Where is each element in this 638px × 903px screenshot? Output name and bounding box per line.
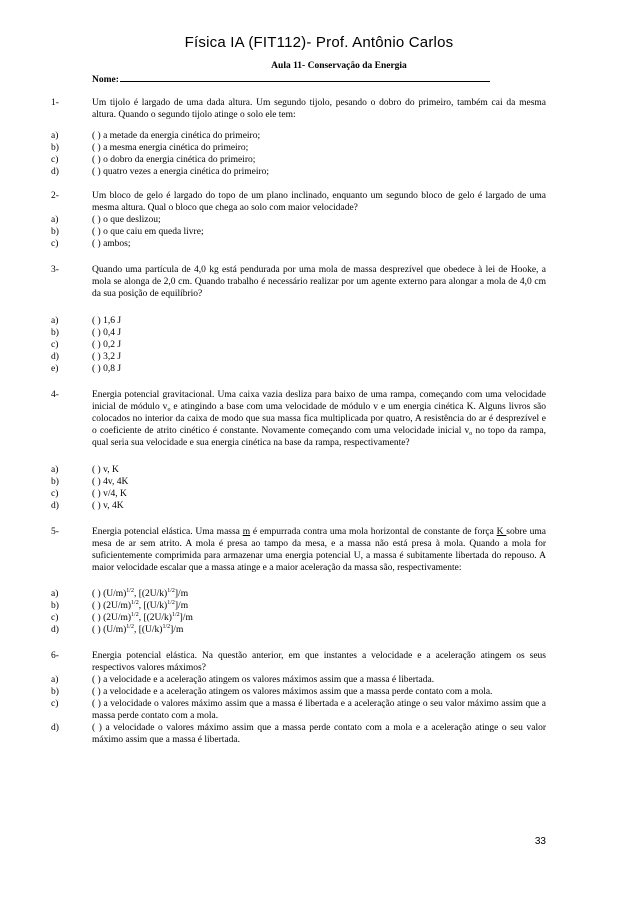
option: [0, 166, 638, 178]
option-label: b): [51, 687, 59, 697]
option: [0, 674, 638, 686]
option-text: [92, 588, 546, 600]
formula-part: , [(2U/k): [133, 589, 168, 599]
page-number: 33: [534, 836, 546, 847]
option-label: b): [51, 227, 59, 237]
option-label: a): [51, 675, 59, 685]
option: [0, 327, 638, 339]
question-number: 5-: [51, 527, 59, 537]
formula-part: ( ) (U/m): [92, 625, 127, 635]
option-text: ( ) v/4, K: [92, 489, 127, 499]
superscript: 1/2: [167, 588, 175, 594]
formula-part: ( ) (U/m): [92, 589, 127, 599]
option-text: ( ) o que deslizou;: [92, 215, 161, 225]
option-label: d): [51, 167, 59, 177]
option-text: ( ) 1,6 J: [92, 316, 122, 326]
option-label: c): [51, 239, 59, 249]
page-header: Física IA (FIT112)- Prof. Antônio Carlos: [184, 34, 454, 51]
option-label: e): [51, 364, 59, 374]
option-text: ( ) a metade da energia cinética do primeiro;: [92, 131, 261, 141]
option-text: ( ) o que caiu em queda livre;: [92, 227, 204, 237]
option-label: c): [51, 489, 59, 499]
option: [0, 130, 638, 142]
underlined-symbol: K: [496, 527, 507, 537]
subscript: o: [167, 407, 171, 413]
option: [0, 214, 638, 226]
option-label: b): [51, 477, 59, 487]
option-label: a): [51, 465, 59, 475]
question-text-part: sobre uma mesa de ar sem atrito. A mola é presa ao tampo da mesa, e a massa não está presa à mola. Quando a mola for suficientemente comprimida para armazenar uma energia potencial U, a massa é subitamente libertada do repouso. A maior velocidade escalar que a massa atinge e a maior aceleração da massa são, respectivamente:: [92, 527, 546, 573]
option: [0, 351, 638, 363]
option-label: a): [51, 316, 59, 326]
question-text-part: no topo da rampa, qual seria sua velocidade e sua energia cinética na base da rampa, respectivamente?: [92, 426, 547, 448]
option-text: ( ) v, K: [92, 465, 119, 475]
question-2: [0, 190, 638, 250]
underlined-symbol: m: [242, 527, 251, 537]
option-text: ( ) 3,2 J: [92, 352, 122, 362]
option-text: ( ) a velocidade e a aceleração atingem os valores máximos assim que a massa é libertada.: [92, 675, 435, 685]
option-text: ( ) 0,4 J: [92, 328, 122, 338]
option: [0, 142, 638, 154]
option-label: c): [51, 699, 59, 709]
lesson-title: Aula 11- Conservação da Energia: [271, 61, 407, 71]
option: [0, 500, 638, 512]
question-text: [92, 526, 546, 574]
option-text: ( ) 0,2 J: [92, 340, 122, 350]
superscript: 1/2: [171, 612, 180, 618]
formula-part: ( ) (2U/m): [92, 601, 132, 611]
option-label: d): [51, 625, 59, 635]
question-4: [0, 389, 638, 512]
option-text: ( ) a mesma energia cinética do primeiro;: [92, 143, 249, 153]
subscript: o: [469, 431, 473, 437]
question-5: [0, 526, 638, 636]
option-text: ( ) v, 4K: [92, 501, 124, 511]
option: [0, 588, 638, 600]
option-label: d): [51, 352, 59, 362]
option-text: [92, 600, 546, 612]
option-text: ( ) ambos;: [92, 239, 131, 249]
option-label: b): [51, 601, 59, 611]
question-text-part: Energia potencial gravitacional. Uma caixa vazia desliza para baixo de uma rampa, começando com uma velocidade inicial de módulo v: [92, 390, 546, 412]
option: [0, 698, 638, 722]
superscript: 1/2: [126, 588, 134, 594]
option-text: [92, 624, 546, 636]
superscript: 1/2: [131, 600, 139, 606]
option-text: ( ) a velocidade o valores máximo assim que a massa perde contato com a mola e a aceleração atinge o seu valor máximo assim que a massa é libertada.: [92, 723, 546, 745]
formula-part: ]/m: [170, 625, 184, 635]
option: [0, 315, 638, 327]
option-label: a): [51, 131, 59, 141]
formula-part: ]/m: [174, 589, 189, 599]
question-text: [92, 389, 546, 449]
question-number: 6-: [51, 651, 59, 661]
formula-part: ( ) (2U/m): [92, 613, 132, 623]
question-text: Energia potencial elástica. Na questão anterior, em que instantes a velocidade e a aceleração atingem os seus respectivos valores máximos?: [92, 651, 546, 673]
formula-part: ]/m: [174, 601, 189, 611]
question-1: [0, 97, 638, 178]
option-text: ( ) a velocidade o valores máximo assim que a massa é libertada e a aceleração atinge o seu valor máximo assim que a massa perde contato com a mola.: [92, 699, 546, 721]
formula-part: , [(U/k): [138, 601, 168, 611]
option-label: c): [51, 340, 59, 350]
option: [0, 612, 638, 624]
question-6: [0, 650, 638, 746]
option-text: [92, 612, 546, 624]
question-number: 1-: [51, 98, 59, 108]
superscript: 1/2: [167, 600, 175, 606]
option: [0, 722, 638, 746]
question-text: Quando uma partícula de 4,0 kg está pendurada por uma mola de massa desprezível que obedece à lei de Hooke, a mola se alonga de 2,0 cm. Quando trabalho é necessário realizar por um agente externo para alongar a mola de 4,0 cm da sua posição de equilíbrio?: [92, 265, 546, 299]
option-text: ( ) 0,8 J: [92, 364, 122, 374]
option: [0, 624, 638, 636]
name-field: [92, 73, 638, 86]
option-text: ( ) quatro vezes a energia cinética do primeiro;: [92, 167, 270, 177]
question-3: [0, 264, 638, 375]
option-label: b): [51, 143, 59, 153]
option: [0, 686, 638, 698]
superscript: 1/2: [126, 624, 134, 630]
option: [0, 238, 638, 250]
question-number: 2-: [51, 191, 59, 201]
option: [0, 488, 638, 500]
option-label: a): [51, 215, 59, 225]
option: [0, 363, 638, 375]
name-label: Nome:: [92, 75, 119, 85]
name-blank-line: [120, 73, 490, 82]
formula-part: , [(U/k): [133, 625, 163, 635]
option: [0, 154, 638, 166]
option-label: a): [51, 589, 59, 599]
option-label: d): [51, 723, 59, 733]
option: [0, 226, 638, 238]
option-text: ( ) a velocidade e a aceleração atingem os valores máximos assim que a massa perde contato com a mola.: [92, 687, 493, 697]
superscript: 1/2: [131, 612, 139, 618]
question-text: Um tijolo é largado de uma dada altura. Um segundo tijolo, pesando o dobro do primeiro, também cai da mesma altura. Quando o segundo tijolo atinge o solo ele tem:: [92, 98, 546, 120]
option: [0, 600, 638, 612]
option-label: c): [51, 613, 59, 623]
question-text-part: é empurrada contra uma mola horizontal de constante de força: [250, 527, 497, 537]
option: [0, 464, 638, 476]
option-text: ( ) 4v, 4K: [92, 477, 129, 487]
question-text: Um bloco de gelo é largado do topo de um plano inclinado, enquanto um segundo bloco de gelo é largado de uma mesma altura. Qual o bloco que chega ao solo com maior velocidade?: [92, 191, 546, 213]
question-number: 4-: [51, 390, 59, 400]
question-text-part: Energia potencial elástica. Uma massa: [92, 527, 243, 537]
question-text-part: e atingindo a base com uma velocidade de módulo v e um energia cinética K. Alguns livros são colocados no interior da caixa de modo que sua massa fica multiplicada por quatro, A resistência do ar é desprezível e o coeficiente de atrito cinético é constante. Novamente começando com uma velocidade inicial v: [92, 402, 546, 436]
option: [0, 339, 638, 351]
option-label: c): [51, 155, 59, 165]
option-label: d): [51, 501, 59, 511]
question-number: 3-: [51, 265, 59, 275]
superscript: 1/2: [162, 624, 171, 630]
option: [0, 476, 638, 488]
formula-part: ]/m: [179, 613, 193, 623]
option-label: b): [51, 328, 59, 338]
formula-part: , [(2U/k): [138, 613, 172, 623]
option-text: ( ) o dobro da energia cinética do primeiro;: [92, 155, 256, 165]
